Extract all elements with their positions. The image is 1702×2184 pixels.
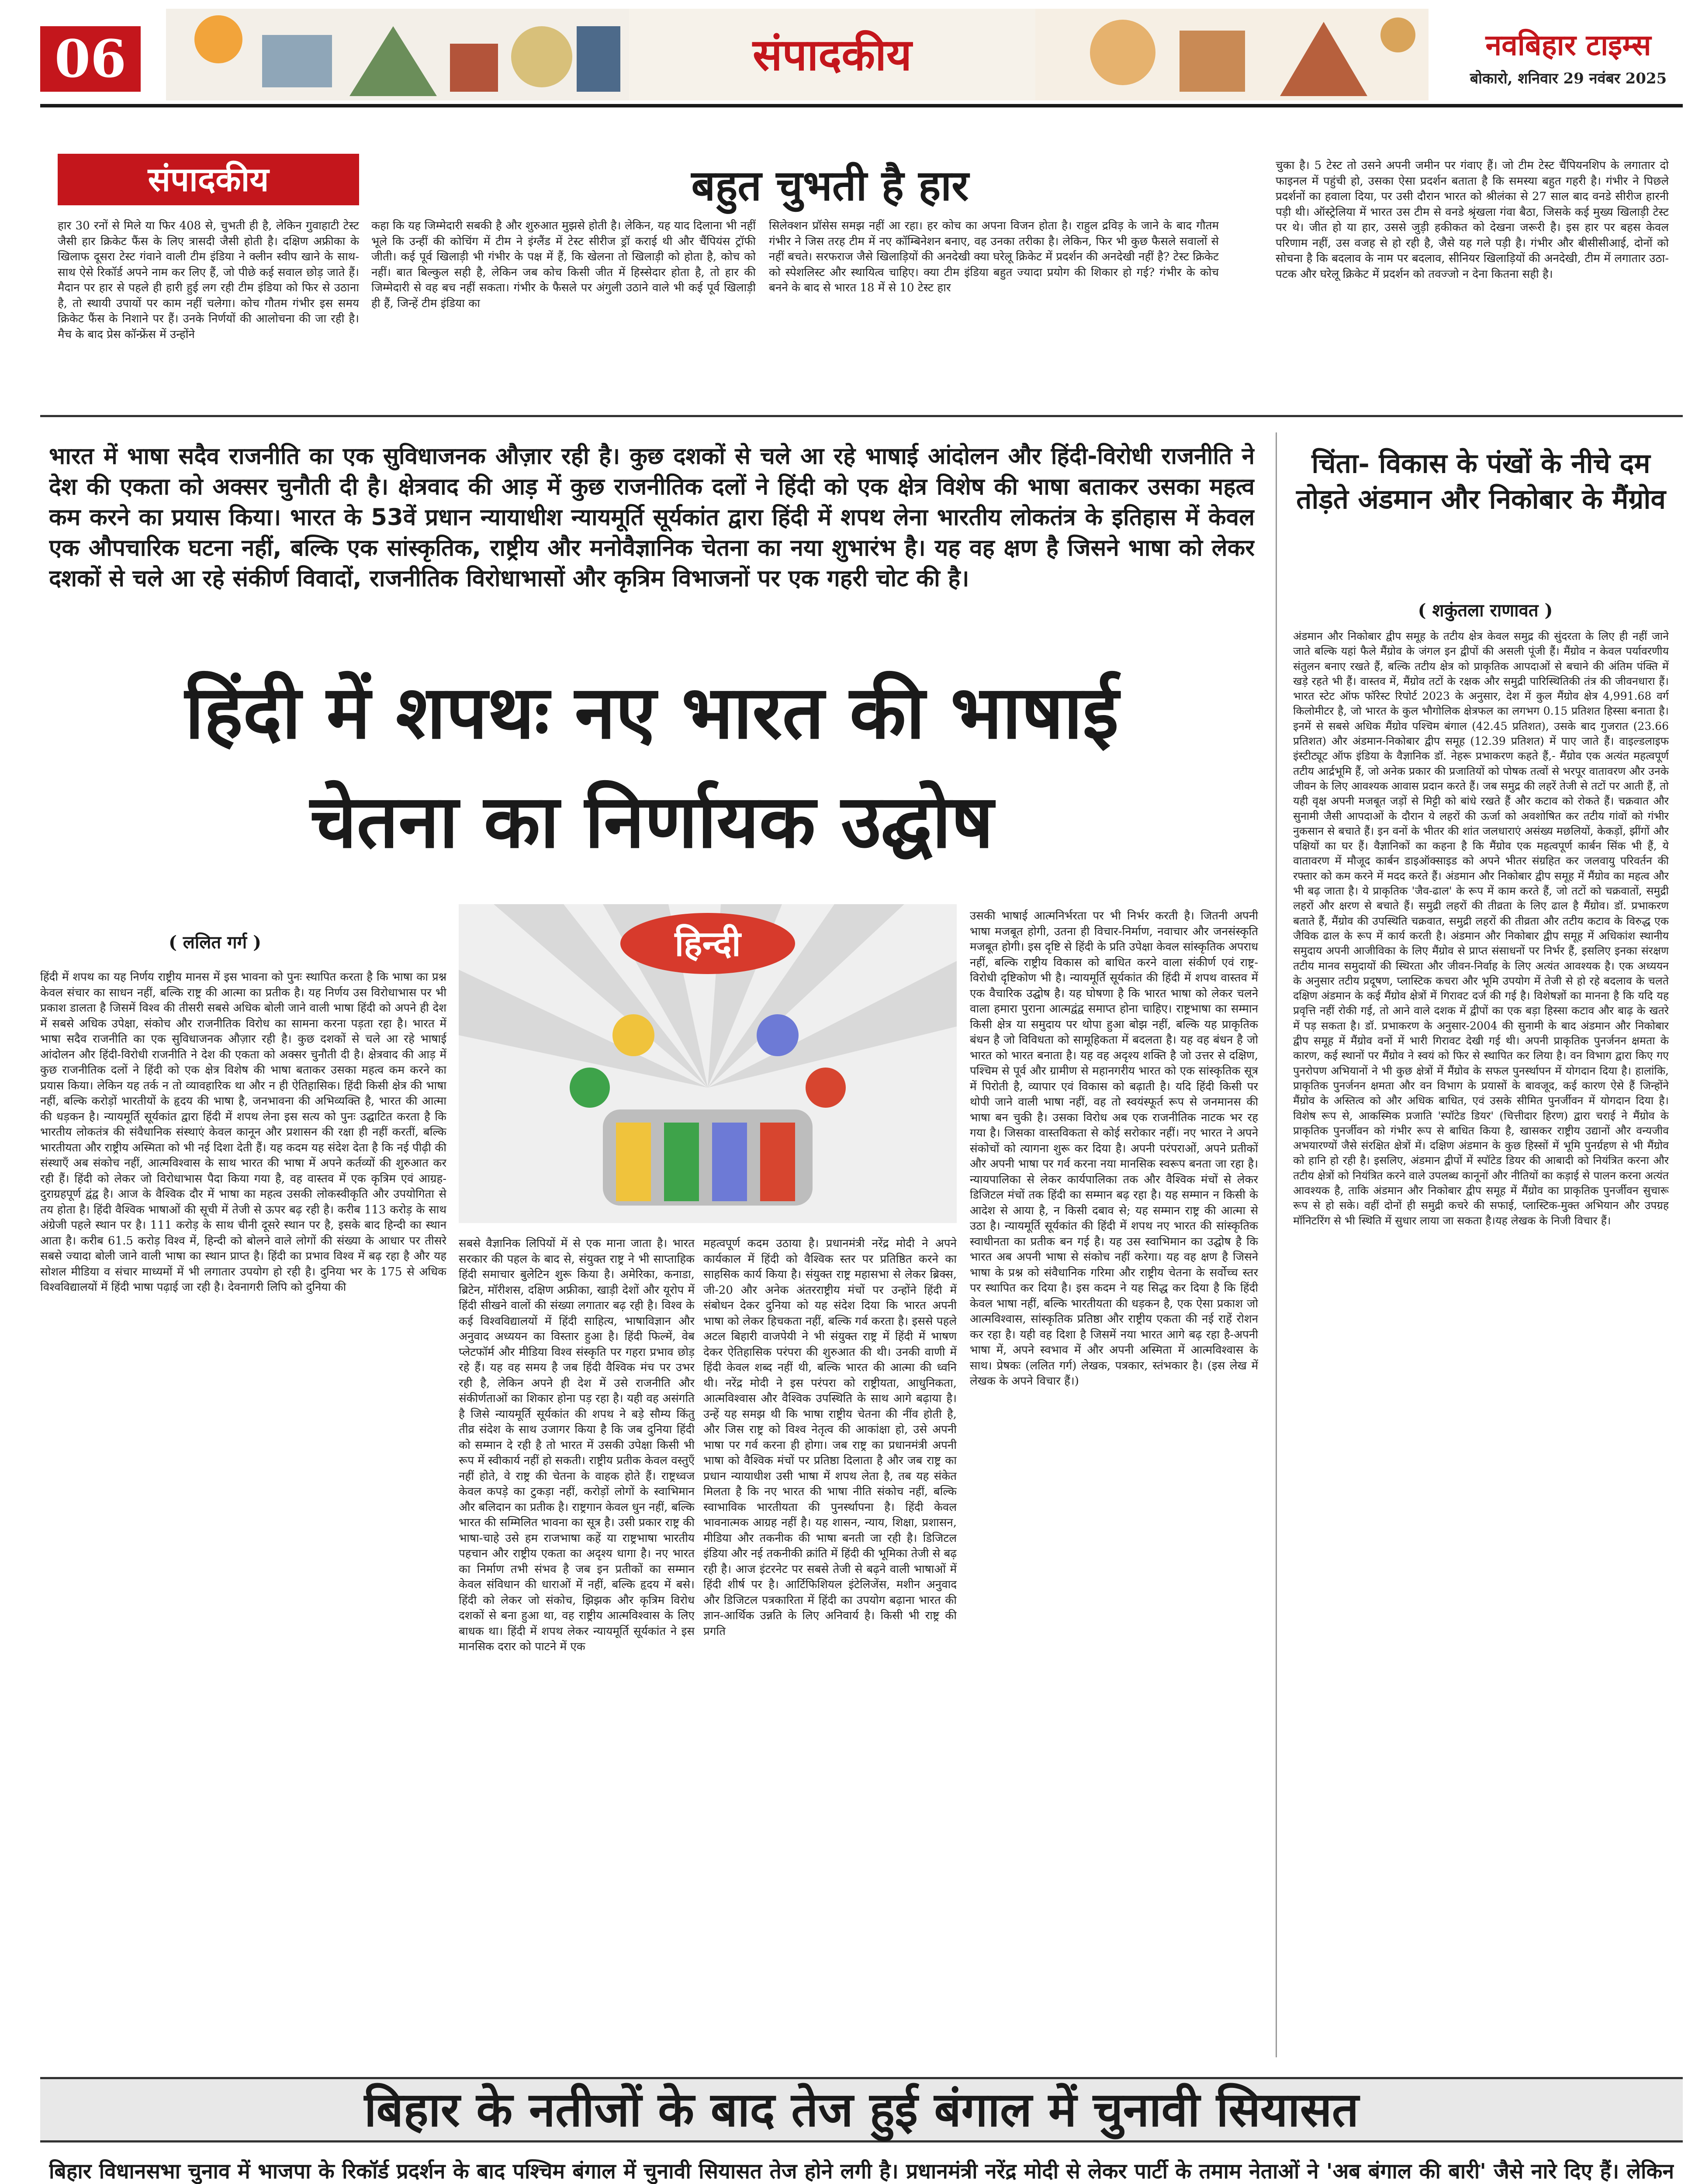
sun-icon <box>194 15 242 63</box>
editorial-col-3: सिलेक्शन प्रॉसेस समझ नहीं आ रहा। हर कोच का अपना विजन होता है। राहुल द्रविड़ के जाने के बाद गौतम गंभीर ने जिस तरह टीम में नए कॉम्बिनेशन बनाए, वह उनका तरीका है। लेकिन, फिर भी कुछ फैसले सवालों से नहीं बचते। सरफराज जैसे खिलाड़ियों की अनदेखी क्या घरेलू क्रिकेट में प्रदर्शन की अनदेखी नहीं है? टेस्ट क्रिकेट को स्पेशलिस्ट और स्थायित्व चाहिए। क्या टीम इंडिया बहुत ज्यादा प्रयोग की शिकार हो गई? गंभीर के कोच बनने के बाद से भारत 18 में से 10 टेस्ट हार <box>769 219 1219 294</box>
masthead-rule <box>40 104 1683 107</box>
lead-intro: भारत में भाषा सदैव राजनीति का एक सुविधाजनक औज़ार रही है। कुछ दशकों से चले आ रहे भाषाई आंदोलन और हिंदी-विरोधी राजनीति ने देश की एकता को अक्सर चुनौती दी है। क्षेत्रवाद की आड़ में कुछ राजनीतिक दलों ने हिंदी को एक क्षेत्र विशेष की भाषा बताकर उसका महत्व कम करने का प्रयास किया। भारत के 53वें प्रधान न्यायाधीश न्यायमूर्ति सूर्यकांत द्वारा हिंदी में शपथ लेना भारतीय लोकतंत्र के इतिहास में केवल एक औपचारिक घटना नहीं, बल्कि एक सांस्कृतिक, राष्ट्रीय और मनोवैज्ञानिक चेतना का नया शुभारंभ है। यह वह क्षण है जिसने भाषा को लेकर दशकों से चले आ रहे संकीर्ण विवादों, राजनीतिक विरोधाभासों और कृत्रिम विभाजनों पर एक गहरी चोट की है। <box>49 443 1255 592</box>
page-number: 06 <box>54 28 127 89</box>
section-title: संपादकीय <box>752 29 912 80</box>
hindi-illustration-label: हिन्दी <box>675 923 741 964</box>
masthead-collage <box>166 9 629 100</box>
side-headline: चिंता- विकास के पंखों के नीचे दम तोड़ते अंडमान और निकोबार के मैंग्रोव <box>1296 447 1666 515</box>
side-byline: ( शकुंतला राणावत ) <box>1418 600 1553 621</box>
hindi-illustration <box>459 904 957 1223</box>
editorial-col-4: चुका है। 5 टेस्ट तो उसने अपनी जमीन पर गंवाए हैं। जो टीम टेस्ट चैंपियनशिप के लगातार दो फाइनल में पहुंची हो, उसका ऐसा प्रदर्शन बताता है कि समस्या बहुत गहरी है। गंभीर ने पिछले प्रदर्शनों का हवाला दिया, पर उसी दौरान भारत को श्रीलंका से 27 साल बाद वनडे सीरीज हारनी पड़ी थी। ऑस्ट्रेलिया में भारत उस टीम से वनडे श्रृंखला गंवा बैठा, जिसके कई मुख्य खिलाड़ी टेस्ट पर थे। जीत हो या हार, उससे जुड़ी हकीकत को देखना जरूरी है। इस हार पर बहस केवल परिणाम नहीं, उस वजह से हो रही है, जैसे यह गले पड़ी है। गंभीर और बीसीसीआई, दोनों को सोचना है कि बदलाव के नाम पर बदलाव, सीनियर खिलाड़ियों की अनदेखी, टीम में लगातार उठा-पटक और घरेलू क्रिकेट में प्रदर्शन को तवज्जो न देना कितना सही है। <box>1276 159 1669 281</box>
lead-col-1: हिंदी में शपथ का यह निर्णय राष्ट्रीय मानस में इस भावना को पुनः स्थापित करता है कि भाषा का प्रश्न केवल संचार का साधन नहीं, बल्कि राष्ट्र की आत्मा का प्रतीक है। यह निर्णय उस विरोधाभास पर भी प्रकाश डालता है जिसमें विश्व की तीसरी सबसे अधिक बोली जाने वाली भाषा हिंदी को अपने ही देश में सबसे अधिक उपेक्षा, संकोच और राजनीतिक विरोध का सामना करना पड़ता रहा है। भारत में भाषा सदैव राजनीति का एक सुविधाजनक औज़ार रही है। कुछ दशकों से चले आ रहे भाषाई आंदोलन और हिंदी-विरोधी राजनीति ने देश की एकता को अक्सर चुनौती दी है। क्षेत्रवाद की आड़ में कुछ राजनीतिक दलों ने हिंदी को एक क्षेत्र विशेष की भाषा बताकर उसका महत्व कम करने का प्रयास किया। लेकिन यह तर्क न तो व्यावहारिक था और न ही ऐतिहासिक। हिंदी किसी क्षेत्र की भाषा नहीं, बल्कि करोड़ों भारतीयों के हृदय की भाषा है, जनभावना की अभिव्यक्ति है, भारत की आत्मा की धड़कन है। न्यायमूर्ति सूर्यकांत द्वारा हिंदी में शपथ लेना इस सत्य को पुनः उद्घाटित करता है कि भारतीय लोकतंत्र की संवैधानिक संस्थाएं केवल कानून और प्रशासन की रक्षा ही नहीं करतीं, बल्कि भारतीयता और राष्ट्रीय अस्मिता को भी नई दिशा देती हैं। यह कदम यह संदेश देता है कि नई पीढ़ी की संस्थाएँ अब संकोच नहीं, आत्मविश्वास के साथ भारत की भाषा में अपने कर्तव्यों की शुरुआत कर रही हैं। हिंदी को लेकर जो विरोधाभास पैदा किया गया है, वह वास्तव में एक कृत्रिम एवं आग्रह-दुराग्रहपूर्ण द्वंद्व है। आज के वैश्विक दौर में भाषा का महत्व उसकी लोकस्वीकृति और उपयोगिता से तय होता है। हिंदी वैश्विक भाषाओं की सूची में तेजी से ऊपर बढ़ रही है। करीब 113 करोड़ के साथ अंग्रेजी पहले स्थान पर है। 111 करोड़ के साथ चीनी दूसरे स्थान पर है, इसके बाद हिन्दी का स्थान आता है। करीब 61.5 करोड़ विश्व में, हिन्दी को बोलने वाले लोगों की संख्या के आधार पर तीसरे सबसे ज्यादा बोली जाने वाली भाषा का स्थान प्राप्त है। हिंदी का प्रभाव विश्व में बढ़ रहा है और यह सोशल मीडिया व संचार माध्यमों में भी लगातार उपयोग हो रही है। दुनिया भर के 175 से अधिक विश्वविद्यालयों में हिंदी भाषा पढ़ाई जा रही है। देवनागरी लिपि को दुनिया की <box>40 971 446 1294</box>
editorial-headline: बहुत चुभती है हार <box>691 161 969 210</box>
paper-name: नवबिहार टाइम्स <box>1485 28 1651 62</box>
bihar-headline: बिहार के नतीजों के बाद तेज हुई बंगाल में चुनावी सियासत <box>364 2082 1359 2137</box>
lead-col-4: उसकी भाषाई आत्मनिर्भरता पर भी निर्भर करती है। जितनी अपनी भाषा मजबूत होगी, उतना ही विचार-निर्माण, नवाचार और जनसंस्कृति मजबूत होगी। इस दृष्टि से हिंदी के प्रति उपेक्षा केवल सांस्कृतिक अपराध नहीं, बल्कि राष्ट्रीय विकास को बाधित करने वाला संकीर्ण एवं राष्ट्र-विरोधी दृष्टिकोण भी है। न्यायमूर्ति सूर्यकांत की हिंदी में शपथ वास्तव में एक वैचारिक उद्घोष है। यह घोषणा है कि भारत भाषा को लेकर चलने वाला हमारा पुराना आत्मद्वंद्व समाप्त होना चाहिए। राष्ट्रभाषा का सम्मान किसी क्षेत्र या समुदाय पर थोपा हुआ बोझ नहीं, बल्कि यह प्राकृतिक बंधन है जो विविधता को सामूहिकता में बदलता है। यह वह बंधन है जो भारत को भारत बनाता है। यह वह अदृश्य शक्ति है जो उत्तर से दक्षिण, पश्चिम से पूर्व और ग्रामीण से महानगरीय भारत को एक सांस्कृतिक सूत्र में पिरोती है, व्यापार एवं विकास को बढ़ाती है। यदि हिंदी किसी पर थोपी जाने वाली भाषा नहीं, वह तो स्वयंस्फूर्त रूप से जनमानस की भाषा बन चुकी है। उसका विरोध अब एक राजनीतिक नाटक भर रह गया है। जिसका वास्तविकता से कोई सरोकार नहीं। नए भारत ने अपने संकोचों को त्यागना शुरू कर दिया है। अपनी परंपराओं, अपने प्रतीकों और अपनी भाषा पर गर्व करना नया मानसिक स्वरूप बनता जा रहा है। न्यायपालिका से लेकर कार्यपालिका तक और वैश्विक मंचों से लेकर डिजिटल मंचों तक हिंदी का सम्मान बढ़ रहा है। यह सम्मान न किसी के आदेश से आया है, न किसी दबाव से; यह सम्मान राष्ट्र की आत्मा से उठा है। न्यायमूर्ति सूर्यकांत की हिंदी में शपथ नए भारत की सांस्कृतिक स्वाधीनता का प्रतीक बन गई है। यह उस स्वाभिमान का उद्घोष है कि भारत अब अपनी भाषा से संकोच नहीं करेगा। यह वह क्षण है जिसने भाषा के प्रश्न को संवैधानिक गरिमा और राष्ट्रीय चेतना के सर्वोच्च स्तर पर स्थापित कर दिया है। इस कदम ने यह सिद्ध कर दिया है कि हिंदी केवल भाषा नहीं, बल्कि भारतीयता की धड़कन है, एक ऐसा प्रकाश जो आत्मविश्वास, सांस्कृतिक प्रतिष्ठा और राष्ट्रीय एकता की नई राहें रोशन कर रहा है। यही वह दिशा है जिसमें नया भारत आगे बढ़ रहा है-अपनी भाषा में, अपने स्वभाव में और अपनी अस्मिता में आत्मविश्वास के साथ। प्रेषकः (ललित गर्ग) लेखक, पत्रकार, स्तंभकार है। (इस लेख में लेखक के अपने विचार हैं।) <box>970 909 1258 1388</box>
lead-headline-line-1: हिंदी में शपथः नए भारत की भाषाई <box>185 669 1119 755</box>
masthead-illustration <box>1035 9 1429 100</box>
editorial-col-2: कहा कि यह जिम्मेदारी सबकी है और शुरुआत मुझसे होती है। लेकिन, यह याद दिलाना भी नहीं भूले कि उन्हीं की कोचिंग में टीम ने इंग्लैंड में टेस्ट सीरीज ड्रॉ कराई थी और चैंपियंस ट्रॉफी जीती। कई पूर्व खिलाड़ी भी गंभीर के पक्ष में हैं, कि खेलना तो खिलाड़ी को होता है, कोच को नहीं। बात बिल्कुल सही है, लेकिन जब कोच किसी जीत में हिस्सेदार होता है, तो हार की जिम्मेदारी से वह बच नहीं सकता। गंभीर के फैसले पर अंगुली उठाने वाले भी कई पूर्व खिलाड़ी ही हैं, जिन्हें टीम इंडिया का <box>371 219 756 310</box>
editorial-col-1: हार 30 रनों से मिले या फिर 408 से, चुभती ही है, लेकिन गुवाहाटी टेस्ट जैसी हार क्रिकेट फैंस के लिए त्रासदी जैसी होती है। दक्षिण अफ्रीका के खिलाफ दूसरा टेस्ट गंवाने वाली टीम इंडिया ने क्लीन स्वीप खाने के साथ-साथ ऐसे रिकॉर्ड अपने नाम कर लिए हैं, जो पीछे कई सवाल छोड़ जाते हैं। मैदान पर हार से पहले ही हारी हुई लग रही टीम इंडिया को फिर से उठाना है, तो स्थायी उपायों पर काम नहीं चलेगा। कोच गौतम गंभीर इस समय क्रिकेट फैंस के निशाने पर हैं। उनके निर्णयों की आलोचना की जा रही है। मैच के बाद प्रेस कॉन्फ्रेंस में उन्होंने <box>58 219 359 341</box>
editorial-badge: संपादकीय <box>148 160 269 199</box>
editorial-bottom-rule <box>40 415 1683 417</box>
lead-byline: ( ललित गर्ग ) <box>168 932 262 953</box>
side-body: अंडमान और निकोबार द्वीप समूह के तटीय क्षेत्र केवल समुद्र की सुंदरता के लिए ही नहीं जाने जाते बल्कि यहां फैले मैंग्रोव के जंगल इन द्वीपों की असली पूंजी हैं। मैंग्रोव न केवल पर्यावरणीय संतुलन बनाए रखते हैं, बल्कि तटीय क्षेत्र को प्राकृतिक आपदाओं से बचाने की अंतिम पंक्ति में खड़े रहते भी हैं। वास्तव में, मैंग्रोव तटों के रक्षक और समुद्री पारिस्थितिकी तंत्र की जीवनधारा हैं। भारत स्टेट ऑफ फॉरेस्ट रिपोर्ट 2023 के अनुसार, देश में कुल मैंग्रोव क्षेत्र 4,991.68 वर्ग किलोमीटर है, जो भारत के कुल भौगोलिक क्षेत्रफल का लगभग 0.15 प्रतिशत हिस्सा बनाता है। इनमें से सबसे अधिक मैंग्रोव पश्चिम बंगाल (42.45 प्रतिशत), उसके बाद गुजरात (23.66 प्रतिशत) और अंडमान-निकोबार द्वीप समूह (12.39 प्रतिशत) में पाए जाते हैं। वाइल्डलाइफ इंस्टीट्यूट ऑफ इंडिया के वैज्ञानिक डॉ. नेहरू प्रभाकरण कहते हैं,- मैंग्रोव एक अत्यंत महत्वपूर्ण तटीय आर्द्रभूमि हैं, जो अनेक प्रकार की प्रजातियों को पोषक तत्वों से भरपूर वातावरण और उनके जीवन के लिए आवश्यक आवास प्रदान करते हैं। जब समुद्र की लहरें तेजी से तटों पर आती हैं, तो यही वृक्ष अपनी मजबूत जड़ों से मिट्टी को बांधे रखते हैं और कटाव को रोकते हैं। चक्रवात और सुनामी जैसी आपदाओं के दौरान ये लहरों की ऊर्जा को अवशोषित कर तटीय गांवों को गंभीर नुकसान से बचाते हैं। इन वनों के भीतर की शांत जलधाराएं असंख्य मछलियों, केकड़ों, झींगों और पक्षियों का घर हैं। वैज्ञानिकों का कहना है कि मैंग्रोव एक महत्वपूर्ण कार्बन सिंक भी हैं, ये वातावरण में मौजूद कार्बन डाइऑक्साइड को अपने भीतर संग्रहित कर जलवायु परिवर्तन की रफ्तार को कम करने में मदद करते हैं। अंडमान और निकोबार द्वीप समूह में मैंग्रोव का महत्व और भी बढ़ जाता है। ये प्राकृतिक 'जैव-ढाल' के रूप में काम करते हैं, जो तटों को चक्रवातों, समुद्री लहरों और क्षरण से बचाते हैं। समुद्री लहरों की तीव्रता के लिए ढाल है मैंग्रोव। डॉ. प्रभाकरण बताते हैं, मैंग्रोव की उपस्थिति चक्रवात, समुद्री लहरों की तीव्रता और तटीय कटाव के विरुद्ध एक जैविक ढाल के रूप में कार्य करती है। अंडमान और निकोबार द्वीप समूह में अधिकांश स्थानीय समुदाय अपनी आजीविका के लिए मैंग्रोव से प्राप्त संसाधनों पर निर्भर हैं, इसलिए इनका संरक्षण तटीय मानव समुदायों की स्थिरता और जीवन-निर्वाह के लिए अत्यंत आवश्यक है। एक अध्ययन के अनुसार तटीय प्रदूषण, प्लास्टिक कचरा और भूमि उपयोग में तेजी से हो रहे बदलाव के चलते दक्षिण अंडमान के कई मैंग्रोव क्षेत्रों में गिरावट दर्ज की गई है। विशेषज्ञों का मानना है कि यदि यह प्रवृत्ति नहीं रोकी गई, तो आने वाले दशक में द्वीपों का एक बड़ा हिस्सा कटाव और बाढ़ के खतरे में पड़ सकता है। डॉ. प्रभाकरण के अनुसार-2004 की सुनामी के बाद अंडमान और निकोबार द्वीप समूह में मैंग्रोव वनों में भारी गिरावट देखी गई थी। अपनी प्राकृतिक पुनर्जनन क्षमता के कारण, कई स्थानों पर मैंग्रोव ने स्वयं को फिर से स्थापित कर लिया है। वन विभाग द्वारा किए गए पुनरोपण अभियानों ने भी कुछ क्षेत्रों में मैंग्रोव के सफल पुनर्स्थापन में योगदान दिया है। हालांकि, प्राकृतिक पुनर्जनन क्षमता और वन विभाग के प्रयासों के बावजूद, कई कारण ऐसे हैं जिन्होंने मैंग्रोव के अस्तित्व को और अधिक बाधित, एवं उसके सीमित पुनर्जीवन में योगदान दिया है। विशेष रूप से, आकस्मिक प्रजाति 'स्पॉटेड डियर' (चित्तीदार हिरण) द्वारा चराई ने मैंग्रोव के प्राकृतिक पुनर्जीवन को गंभीर रूप से बाधित किया है, खासकर राष्ट्रीय उद्यानों और वन्यजीव अभयारण्यों जैसे संरक्षित क्षेत्रों में। दक्षिण अंडमान के कुछ हिस्सों में भूमि पुनर्ग्रहण से भी मैंग्रोव को हानि हो रही है। इसलिए, अंडमान द्वीपों में स्पॉटेड डियर की आबादी को नियंत्रित करना और तटीय क्षेत्रों को नियंत्रित करने वाले उपलब्ध कानूनों और नीतियों का कड़ाई से पालन करना अत्यंत आवश्यक है, ताकि अंडमान और निकोबार द्वीप समूह में मैंग्रोव का प्राकृतिक पुनर्जीवन सुचारू रूप से हो सके। वहीं दोनों ही समुद्री कचरे की सफाई, प्लास्टिक-मुक्त अभियान और उपग्रह मॉनिटरिंग से भी स्थिति में सुधार लाया जा सकता है।यह लेखक के निजी विचार हैं। <box>1293 630 1669 1227</box>
dateline: बोकारो, शनिवार 29 नवंबर 2025 <box>1470 70 1667 87</box>
masthead <box>0 0 1702 109</box>
lead-col-3: महत्वपूर्ण कदम उठाया है। प्रधानमंत्री नरेंद्र मोदी ने अपने कार्यकाल में हिंदी को वैश्विक स्तर पर प्रतिष्ठित करने का साहसिक कार्य किया है। संयुक्त राष्ट्र महासभा से लेकर ब्रिक्स, जी-20 और अनेक अंतरराष्ट्रीय मंचों पर उन्होंने हिंदी में संबोधन देकर दुनिया को यह संदेश दिया कि भारत अपनी भाषा को लेकर हिचकता नहीं, बल्कि गर्व करता है। इससे पहले अटल बिहारी वाजपेयी ने भी संयुक्त राष्ट्र में हिंदी में भाषण देकर ऐतिहासिक परंपरा की शुरुआत की थी। उनकी वाणी में हिंदी केवल शब्द नहीं थी, बल्कि भारत की आत्मा की ध्वनि थी। नरेंद्र मोदी ने इस परंपरा को राष्ट्रीयता, आधुनिकता, आत्मविश्वास और वैश्विक उपस्थिति के साथ आगे बढ़ाया है। उन्हें यह समझ थी कि भाषा राष्ट्रीय चेतना की नींव होती है, और जिस राष्ट्र को विश्व नेतृत्व की आकांक्षा हो, उसे अपनी भाषा पर गर्व करना ही होगा। जब राष्ट्र का प्रधानमंत्री अपनी भाषा को वैश्विक मंचों पर प्रतिष्ठा दिलाता है और जब राष्ट्र का प्रधान न्यायाधीश उसी भाषा में शपथ लेता है, तब यह संकेत मिलता है कि नए भारत की भाषा नीति संकोच नहीं, बल्कि स्वाभाविक भारतीयता की पुनर्स्थापना है। हिंदी केवल भावनात्मक आग्रह नहीं है। यह शासन, न्याय, शिक्षा, प्रशासन, मीडिया और तकनीक की भाषा बनती जा रही है। डिजिटल इंडिया और नई तकनीकी क्रांति में हिंदी की भूमिका तेजी से बढ़ रही है। आज इंटरनेट पर सबसे तेजी से बढ़ने वाली भाषाओं में हिंदी शीर्ष पर है। आर्टिफिशियल इंटेलिजेंस, मशीन अनुवाद और डिजिटल पत्रकारिता में हिंदी का उपयोग बढ़ाना भारत की ज्ञान-आर्थिक उन्नति के लिए अनिवार्य है। किसी भी राष्ट्र की प्रगति <box>703 1237 957 1638</box>
lead-headline-line-2: चेतना का निर्णायक उद्घोष <box>310 778 994 864</box>
bihar-intro: बिहार विधानसभा चुनाव में भाजपा के रिकॉर्ड प्रदर्शन के बाद पश्चिम बंगाल में चुनावी सियासत तेज होने लगी है। प्रधानमंत्री नरेंद्र मोदी से लेकर पार्टी के तमाम नेताओं ने 'अब बंगाल की बारी' जैसे नारे दिए हैं। लेकिन <box>49 2159 1674 2184</box>
lead-col-2: सबसे वैज्ञानिक लिपियों में से एक माना जाता है। भारत सरकार की पहल के बाद से, संयुक्त राष्ट्र ने भी साप्ताहिक हिंदी समाचार बुलेटिन शुरू किया है। अमेरिका, कनाडा, ब्रिटेन, मॉरीशस, दक्षिण अफ्रीका, खाड़ी देशों और यूरोप में हिंदी सीखने वालों की संख्या लगातार बढ़ रही है। विश्व के कई विश्वविद्यालयों में हिंदी साहित्य, भाषाविज्ञान और अनुवाद अध्ययन का विस्तार हुआ है। हिंदी फिल्में, वेब प्लेटफॉर्म और मीडिया विश्व संस्कृति पर गहरा प्रभाव छोड़ रहे हैं। यह वह समय है जब हिंदी वैश्विक मंच पर उभर रही है, लेकिन अपने ही देश में उसे राजनीति और संकीर्णताओं का शिकार होना पड़ रहा है। यही वह असंगति है जिसे न्यायमूर्ति सूर्यकांत की शपथ ने बड़े सौम्य किंतु तीव्र संदेश के साथ उजागर किया है कि जब दुनिया हिंदी को सम्मान दे रही है तो भारत में उसकी उपेक्षा किसी भी रूप में स्वीकार्य नहीं हो सकती। राष्ट्रीय प्रतीक केवल वस्तुएँ नहीं होते, वे राष्ट्र की चेतना के वाहक होते हैं। राष्ट्रध्वज केवल कपड़े का टुकड़ा नहीं, करोड़ों लोगों के स्वाभिमान और बलिदान का प्रतीक है। राष्ट्रगान केवल धुन नहीं, बल्कि भारत की सम्मिलित भावना का सूत्र है। उसी प्रकार राष्ट्र की भाषा-चाहे उसे हम राजभाषा कहें या राष्ट्रभाषा भारतीय पहचान और राष्ट्रीय एकता का अदृश्य धागा है। नए भारत का निर्माण तभी संभव है जब इन प्रतीकों का सम्मान केवल संविधान की धाराओं में नहीं, बल्कि हृदय में बसे। हिंदी को लेकर जो संकोच, झिझक और कृत्रिम विरोध दशकों से बना हुआ था, वह राष्ट्रीय आत्मविश्वास के लिए बाधक था। हिंदी में शपथ लेकर न्यायमूर्ति सूर्यकांत ने इस मानसिक दरार को पाटने में एक <box>459 1237 695 1653</box>
